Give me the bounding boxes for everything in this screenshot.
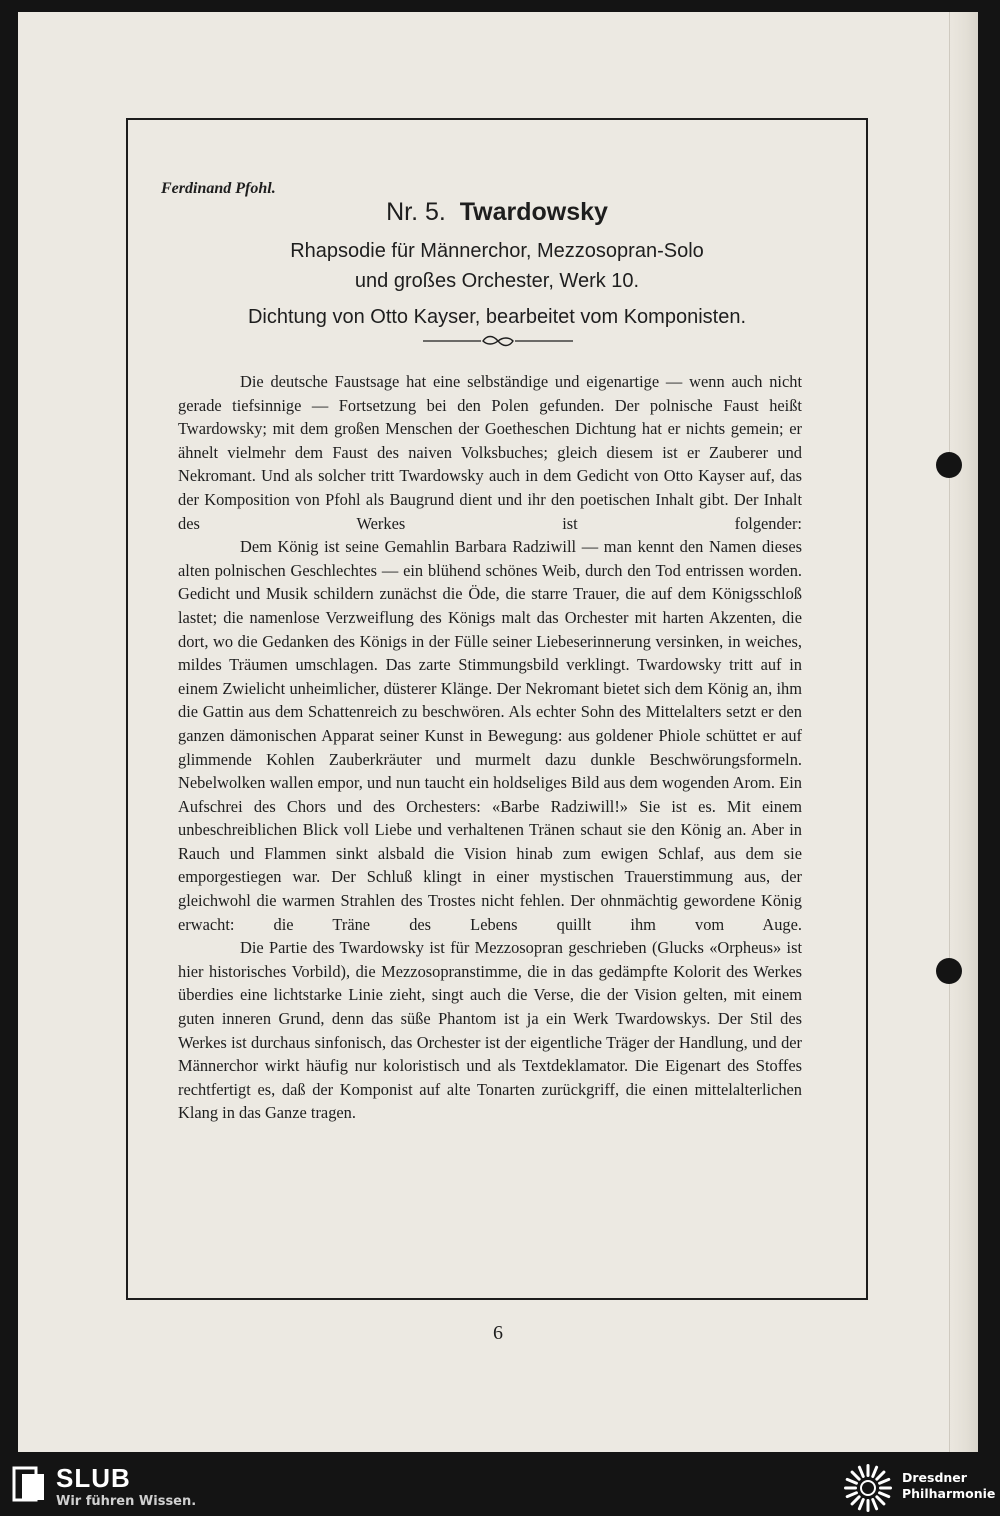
philharmonie-logo-icon — [842, 1462, 894, 1514]
body-text — [178, 370, 802, 1125]
subtitle-line-1: Rhapsodie für Männerchor, Mezzosopran-Solo — [290, 240, 704, 262]
partner-name-line-1: Dresdner — [902, 1470, 967, 1485]
slub-name: SLUB — [56, 1463, 131, 1493]
paragraph-3: Die Partie des Twardowsky ist für Mezzosopran geschrieben (Glucks «Orpheus» ist hier historisches Vorbild), die Mezzosopranstimme, die in das gedämpfte Kolorit des Werkes überdies eine lichtstarke Linie zieht, singt auch die Verse, die der Vision gelten, mit einem guten inneren Grund, denn das süße Phantom ist ja ein Werk Twardowskys. Der Stil des Werkes ist durchaus sinfonisch, das Orchester ist der eigentliche Träger der Handlung, und der Männerchor wirkt häufig nur koloristisch und als Textdeklamator. Die Eigenart des Stoffes rechtfertigt es, daß der Komponist auf alte Tonarten zurückgriff, die einen mittelalterlichen Klang in das Ganze tragen. — [178, 938, 802, 1123]
paragraph-1: Die deutsche Faustsage hat eine selbständige und eigenartige — wenn auch nicht gerade tiefsinnige — Fortsetzung bei den Polen gefunden. Der polnische Faust heißt Twardowsky; mit dem großen Menschen der Goetheschen Dichtung hat er nichts gemein; er ähnelt vielmehr dem Faust des naiven Volksbuches; gleich diesem ist er Zauberer und Nekromant. Und als solcher tritt Twardowsky auch in dem Gedicht von Otto Kayser auf, das der Komposition von Pfohl als Baugrund dient und ihr den poetischen Inhalt gibt. Der Inhalt des Werkes ist folgender: — [178, 372, 802, 533]
sheet-edge — [949, 12, 978, 1452]
work-name: Twardowsky — [459, 198, 608, 226]
footer-bar — [0, 1456, 1000, 1516]
subtitle-line-2: und großes Orchester, Werk 10. — [354, 270, 640, 292]
author-name: Ferdinand Pfohl. — [161, 180, 276, 197]
paragraph-2: Dem König ist seine Gemahlin Barbara Radziwill — man kennt den Namen dieses alten polnischen Geschlechtes — ein blühend schönes Weib, durch den Tod entrissen worden. Gedicht und Musik schildern zunächst die Öde, die starre Trauer, die auf dem Königsschloß lastet; die namenlose Verzweiflung des Königs malt das Orchester mit harten Akzenten, die dort, wo die Gedanken des Königs in der Fülle seiner Liebeserinnerung versinken, in weiches, mildes Träumen umschlagen. Das zarte Stimmungsbild verklingt. Twardowsky tritt auf in einem Zwielicht unheimlicher, düsterer Klänge. Der Nekromant bietet sich dem König an, ihm die Gattin aus dem Schattenreich zu beschwören. Als echter Sohn des Mittelalters setzt er den ganzen dämonischen Apparat seiner Kunst in Bewegung: aus goldener Phiole schüttet er auf glimmende Kohlen Zauberkräuter und murmelt dazu dunkle Beschwörungsformeln. Nebelwolken wallen empor, und nun taucht ein holdseliges Bild aus dem wogenden Arom. Ein Aufschrei des Chors und des Orchesters: «Barbe Radziwill!» Sie ist es. Mit einem unbeschreiblichen Blick voll Liebe und verhaltenen Tränen schaut sie den König an. Aber in Rauch und Flammen sinkt alsbald die Vision hinab zum ewigen Schlaf, aus dem sie emporgestiegen war. Der Schluß klingt in einer mystischen Trauerstimmung aus, der gleichwohl die warmen Strahlen des Trostes nicht fehlen. Der ohnmächtig gewordene König erwacht: die Träne des Lebens quillt ihm vom Auge. — [178, 537, 802, 934]
partner-name-line-2: Philharmonie — [902, 1486, 996, 1501]
punch-hole-bottom — [936, 958, 962, 984]
slub-tagline: Wir führen Wissen. — [56, 1494, 197, 1509]
punch-hole-top — [936, 452, 962, 478]
work-title — [146, 198, 848, 227]
work-number: Nr. 5. — [386, 198, 446, 226]
slub-logo-icon — [12, 1466, 48, 1502]
subtitle-line-3: Dichtung von Otto Kayser, bearbeitet vom Komponisten. — [247, 306, 747, 328]
page-number: 6 — [493, 1322, 503, 1344]
ornament-divider — [423, 333, 573, 349]
